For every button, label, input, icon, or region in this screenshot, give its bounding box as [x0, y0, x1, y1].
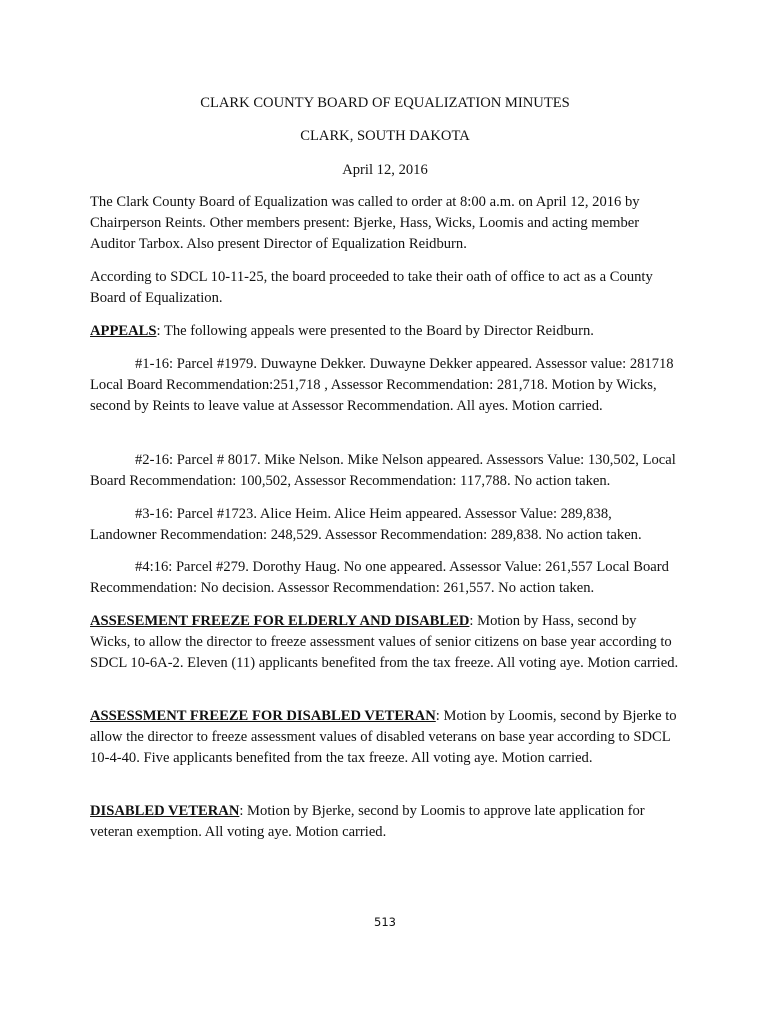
disabled-veteran-paragraph: [90, 801, 680, 843]
freeze-veteran-paragraph: [90, 706, 680, 769]
oath-paragraph: According to SDCL 10-11-25, the board proceeded to take their oath of office to act as a County Board of Equalization.: [90, 269, 653, 306]
document-location: CLARK, SOUTH DAKOTA: [300, 128, 470, 144]
appeals-text: : The following appeals were presented to the Board by Director Reidburn.: [156, 323, 594, 339]
disabled-veteran-text: : Motion by Bjerke, second by Loomis to approve late application for veteran exemption. All voting aye. Motion carried.: [90, 803, 645, 840]
intro-paragraph: The Clark County Board of Equalization was called to order at 8:00 a.m. on April 12, 2016 by Chairperson Reints. Other members present: Bjerke, Hass, Wicks, Loomis and acting member Auditor Tarbox. Also present Director of Equalization Reidburn.: [90, 194, 640, 252]
appeal-4-paragraph: #4:16: Parcel #279. Dorothy Haug. No one appeared. Assessor Value: 261,557 Local Board Recommendation: No decision. Assessor Recommendation: 261,557. No action taken.: [90, 559, 669, 596]
appeals-paragraph: [90, 321, 680, 342]
freeze-elderly-paragraph: [90, 611, 680, 674]
meeting-date: April 12, 2016: [342, 162, 428, 178]
freeze-elderly-text: : Motion by Hass, second by Wicks, to allow the director to freeze assessment values of senior citizens on base year according to SDCL 10-6A-2. Eleven (11) applicants benefited from the tax freeze. All voting aye. Motion carried.: [90, 613, 679, 671]
freeze-veteran-heading: ASSESSMENT FREEZE FOR DISABLED VETERAN: [90, 708, 436, 724]
document-title: CLARK COUNTY BOARD OF EQUALIZATION MINUTES: [200, 95, 570, 111]
appeal-1-paragraph: #1-16: Parcel #1979. Duwayne Dekker. Duwayne Dekker appeared. Assessor value: 281718 Local Board Recommendation:251,718 , Assessor Recommendation: 281,718. Motion by Wicks, second by Reints to leave value at Assessor Recommendation. All ayes. Motion carried.: [90, 356, 674, 414]
page-number: 513: [374, 915, 396, 929]
freeze-veteran-text: : Motion by Loomis, second by Bjerke to allow the director to freeze assessment values of disabled veterans on base year according to SDCL 10-4-40. Five applicants benefited from the tax freeze. All voting aye. Motion carried.: [90, 708, 677, 766]
appeal-3-paragraph: #3-16: Parcel #1723. Alice Heim. Alice Heim appeared. Assessor Value: 289,838, Landowner Recommendation: 248,529. Assessor Recommendation: 289,838. No action taken.: [90, 506, 642, 543]
disabled-veteran-heading: DISABLED VETERAN: [90, 803, 240, 819]
appeal-2-paragraph: #2-16: Parcel # 8017. Mike Nelson. Mike Nelson appeared. Assessors Value: 130,502, Local Board Recommendation: 100,502, Assessor Recommendation: 117,788. No action taken.: [90, 452, 676, 489]
appeals-heading: APPEALS: [90, 323, 157, 339]
freeze-elderly-heading: ASSESEMENT FREEZE FOR ELDERLY AND DISABLED: [90, 613, 470, 629]
